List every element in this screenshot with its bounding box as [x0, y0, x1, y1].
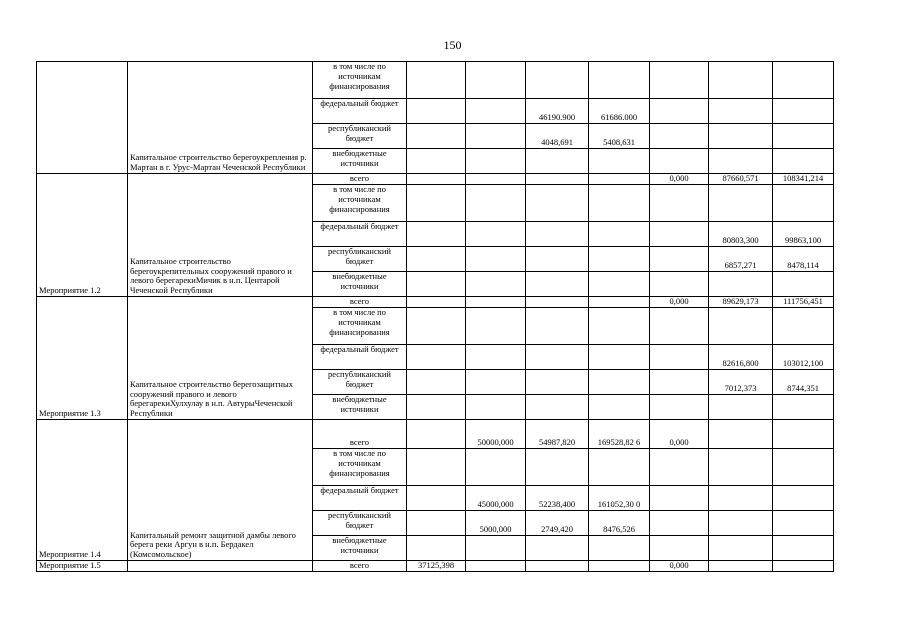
amount-cell [773, 149, 834, 174]
amount-cell [466, 222, 526, 247]
funding-source: федеральный бюджет [313, 222, 407, 247]
measure-name: Капитальный ремонт защитной дамбы левого берега реки Аргун в н.п. Бердакел (Комсомольское) [128, 420, 313, 561]
amount-cell [526, 149, 589, 174]
funding-source: всего [313, 561, 407, 572]
amount-cell [589, 395, 650, 420]
measure-name: Капитальное строительство берегоукрепительных сооружений правого и левого берегарекиМичик в н.п. Центарой Чеченской Республики [128, 174, 313, 297]
amount-cell [407, 149, 466, 174]
amount-cell [526, 345, 589, 370]
amount-cell [407, 486, 466, 511]
amount-cell: 108341,214 [773, 174, 834, 185]
amount-cell [709, 449, 773, 486]
measure-label: Мероприятие 1.4 [37, 420, 128, 561]
amount-cell: 82616,800 [709, 345, 773, 370]
amount-cell [466, 62, 526, 99]
amount-cell [526, 185, 589, 222]
amount-cell [773, 511, 834, 536]
funding-source: внебюджетные источники [313, 149, 407, 174]
amount-cell: 111756,451 [773, 297, 834, 308]
amount-cell [466, 174, 526, 185]
funding-source: федеральный бюджет [313, 99, 407, 124]
amount-cell [773, 420, 834, 449]
amount-cell [526, 395, 589, 420]
amount-cell [650, 308, 709, 345]
table-row [37, 561, 834, 572]
amount-cell [650, 486, 709, 511]
amount-cell [650, 511, 709, 536]
amount-cell [589, 149, 650, 174]
amount-cell: 0,000 [650, 174, 709, 185]
table-row [37, 62, 834, 99]
measure-label: Мероприятие 1.3 [37, 297, 128, 420]
amount-cell: 50000,000 [466, 420, 526, 449]
amount-cell [773, 62, 834, 99]
funding-source: республиканский бюджет [313, 124, 407, 149]
amount-cell [407, 511, 466, 536]
amount-cell [466, 308, 526, 345]
amount-cell [650, 272, 709, 297]
amount-cell: 89629,173 [709, 297, 773, 308]
funding-source: всего [313, 420, 407, 449]
amount-cell [773, 124, 834, 149]
amount-cell: 2749,420 [526, 511, 589, 536]
amount-cell [709, 561, 773, 572]
amount-cell [650, 149, 709, 174]
amount-cell [589, 247, 650, 272]
amount-cell [650, 449, 709, 486]
amount-cell [589, 449, 650, 486]
amount-cell: 8478,114 [773, 247, 834, 272]
amount-cell [466, 297, 526, 308]
amount-cell [773, 536, 834, 561]
amount-cell [407, 174, 466, 185]
amount-cell [526, 297, 589, 308]
amount-cell [589, 185, 650, 222]
amount-cell [466, 124, 526, 149]
amount-cell [526, 561, 589, 572]
amount-cell [466, 561, 526, 572]
amount-cell [466, 536, 526, 561]
amount-cell [526, 174, 589, 185]
amount-cell [407, 222, 466, 247]
amount-cell: 161052,30 0 [589, 486, 650, 511]
amount-cell [650, 345, 709, 370]
amount-cell [589, 536, 650, 561]
amount-cell [709, 308, 773, 345]
amount-cell: 54987,820 [526, 420, 589, 449]
amount-cell [773, 486, 834, 511]
amount-cell [650, 395, 709, 420]
amount-cell [407, 297, 466, 308]
amount-cell [650, 62, 709, 99]
amount-cell [709, 124, 773, 149]
amount-cell: 61686.000 [589, 99, 650, 124]
amount-cell: 5408,631 [589, 124, 650, 149]
amount-cell [709, 511, 773, 536]
funding-source: внебюджетные источники [313, 272, 407, 297]
funding-source: в том числе по источникам финансирования [313, 62, 407, 99]
funding-source: республиканский бюджет [313, 370, 407, 395]
amount-cell [589, 308, 650, 345]
amount-cell: 52238,400 [526, 486, 589, 511]
amount-cell [407, 420, 466, 449]
amount-cell [709, 420, 773, 449]
amount-cell [526, 62, 589, 99]
funding-source: в том числе по источникам финансирования [313, 308, 407, 345]
funding-source: в том числе по источникам финансирования [313, 185, 407, 222]
amount-cell: 8476,526 [589, 511, 650, 536]
amount-cell [773, 449, 834, 486]
amount-cell: 46190.900 [526, 99, 589, 124]
measure-label: Мероприятие 1.5 [37, 561, 128, 572]
funding-source: в том числе по источникам финансирования [313, 449, 407, 486]
measure-label: Мероприятие 1.2 [37, 174, 128, 297]
amount-cell [650, 185, 709, 222]
amount-cell [773, 272, 834, 297]
amount-cell: 99863,100 [773, 222, 834, 247]
amount-cell [650, 536, 709, 561]
amount-cell [407, 536, 466, 561]
amount-cell [407, 395, 466, 420]
amount-cell [407, 370, 466, 395]
amount-cell [709, 62, 773, 99]
amount-cell: 45000,000 [466, 486, 526, 511]
measure-name: Капитальное строительство берегозащитных сооружений правого и левого берегарекиХулхулау в н.п. АвтурыЧеченской Республики [128, 297, 313, 420]
table-row [37, 420, 834, 449]
amount-cell [407, 272, 466, 297]
page-number: 150 [443, 38, 462, 52]
amount-cell [709, 395, 773, 420]
amount-cell [589, 370, 650, 395]
funding-source: республиканский бюджет [313, 247, 407, 272]
table-row [37, 297, 834, 308]
amount-cell [589, 272, 650, 297]
amount-cell [466, 395, 526, 420]
amount-cell [589, 174, 650, 185]
amount-cell [589, 297, 650, 308]
amount-cell: 0,000 [650, 297, 709, 308]
amount-cell [589, 62, 650, 99]
funding-source: всего [313, 174, 407, 185]
amount-cell [650, 247, 709, 272]
measure-name: Капитальное строительство берегоукрепления р. Мартан в г. Урус-Мартан Чеченской Республики [128, 62, 313, 174]
amount-cell [526, 449, 589, 486]
amount-cell [407, 449, 466, 486]
amount-cell: 87660,571 [709, 174, 773, 185]
funding-source: внебюджетные источники [313, 536, 407, 561]
funding-source: федеральный бюджет [313, 486, 407, 511]
amount-cell [773, 185, 834, 222]
funding-source: республиканский бюджет [313, 511, 407, 536]
amount-cell [709, 486, 773, 511]
financing-table [36, 61, 834, 572]
amount-cell: 80803,300 [709, 222, 773, 247]
amount-cell [526, 247, 589, 272]
amount-cell [773, 561, 834, 572]
amount-cell [526, 536, 589, 561]
amount-cell: 37125,398 [407, 561, 466, 572]
amount-cell: 169528,82 6 [589, 420, 650, 449]
amount-cell [650, 124, 709, 149]
amount-cell: 5000,000 [466, 511, 526, 536]
amount-cell [526, 308, 589, 345]
amount-cell [407, 124, 466, 149]
amount-cell [466, 185, 526, 222]
measure-label [37, 62, 128, 174]
amount-cell [466, 247, 526, 272]
amount-cell [589, 345, 650, 370]
amount-cell [709, 99, 773, 124]
amount-cell [466, 99, 526, 124]
funding-source: всего [313, 297, 407, 308]
amount-cell [466, 345, 526, 370]
amount-cell [407, 308, 466, 345]
amount-cell [466, 370, 526, 395]
amount-cell: 4048,691 [526, 124, 589, 149]
amount-cell [466, 272, 526, 297]
funding-source: внебюджетные источники [313, 395, 407, 420]
amount-cell [526, 370, 589, 395]
amount-cell: 7012,373 [709, 370, 773, 395]
amount-cell [709, 149, 773, 174]
amount-cell [466, 449, 526, 486]
amount-cell [589, 222, 650, 247]
amount-cell: 103012,100 [773, 345, 834, 370]
funding-source: федеральный бюджет [313, 345, 407, 370]
amount-cell [526, 272, 589, 297]
amount-cell: 0,000 [650, 561, 709, 572]
amount-cell [407, 185, 466, 222]
amount-cell [773, 308, 834, 345]
amount-cell [407, 99, 466, 124]
amount-cell [709, 272, 773, 297]
amount-cell [709, 536, 773, 561]
amount-cell [407, 345, 466, 370]
amount-cell [589, 561, 650, 572]
amount-cell [650, 222, 709, 247]
amount-cell [526, 222, 589, 247]
amount-cell [650, 99, 709, 124]
amount-cell [407, 247, 466, 272]
amount-cell [407, 62, 466, 99]
amount-cell [466, 149, 526, 174]
amount-cell [773, 395, 834, 420]
table-row [37, 174, 834, 185]
amount-cell [773, 99, 834, 124]
amount-cell: 8744,351 [773, 370, 834, 395]
amount-cell [709, 185, 773, 222]
amount-cell [650, 370, 709, 395]
amount-cell: 0,000 [650, 420, 709, 449]
measure-name [128, 561, 313, 572]
amount-cell: 6857,271 [709, 247, 773, 272]
